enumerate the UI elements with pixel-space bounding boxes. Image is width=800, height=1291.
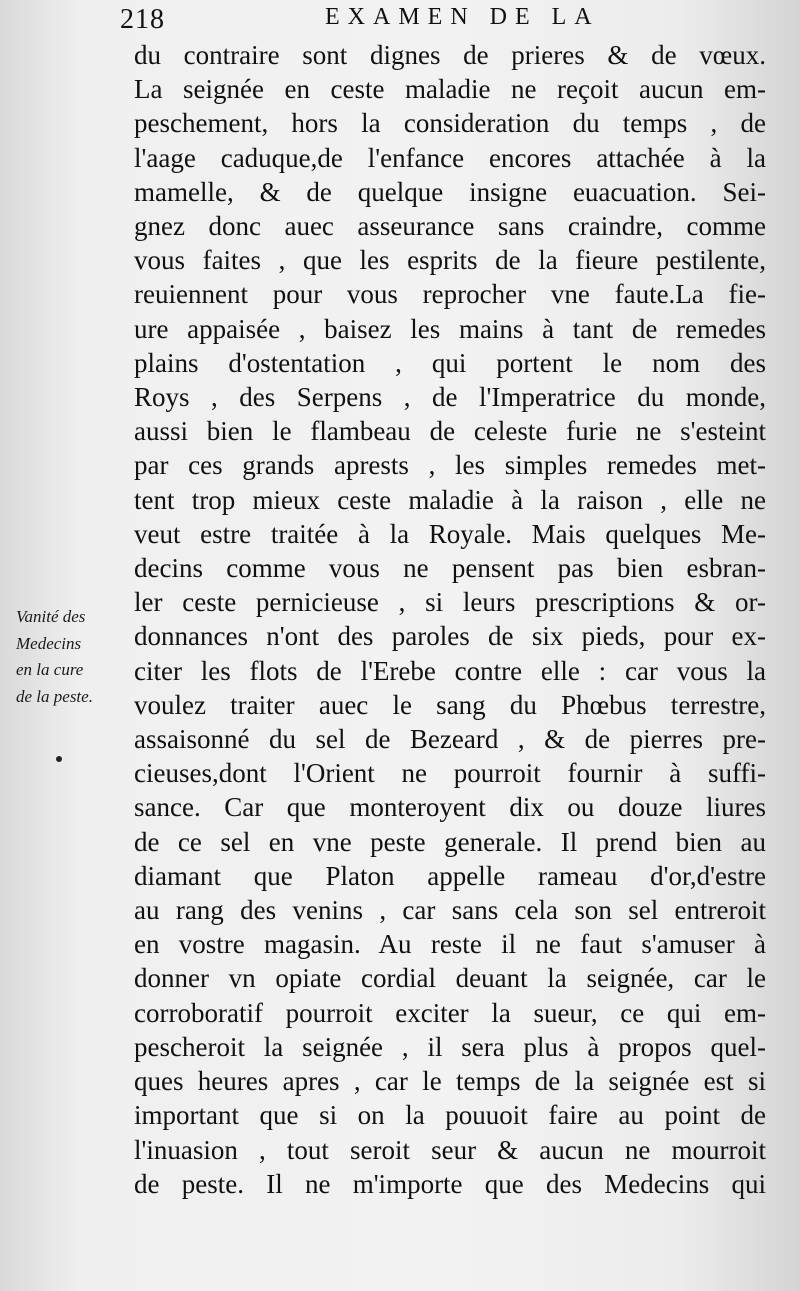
- margin-note-line: de la peste.: [16, 686, 93, 706]
- text-line: du contraire sont dignes de prieres & de vœux.: [134, 40, 766, 70]
- running-title: EXAMEN DE LA: [325, 4, 600, 30]
- text-line: ques heures apres , car le temps de la seignée est si: [134, 1066, 766, 1097]
- margin-note-line: Vanité des: [16, 607, 86, 626]
- text-line: de peste. Il ne m'importe que des Medecins qui: [134, 1168, 766, 1199]
- text-line: citer les flots de l'Erebe contre elle : car vous la: [134, 655, 766, 686]
- margin-note-line: Medecins: [16, 633, 82, 653]
- text-line: par ces grands aprests , les simples remedes met-: [134, 450, 766, 481]
- ink-dot: [56, 756, 62, 762]
- text-line: ure appaisée , baisez les mains à tant de remedes: [134, 313, 766, 344]
- text-line: donnances n'ont des paroles de six pieds, pour ex-: [134, 621, 766, 652]
- text-line: La seignée en ceste maladie ne reçoit aucun em-: [134, 74, 766, 105]
- text-line: sance. Car que monteroyent dix ou douze liures: [134, 792, 766, 823]
- text-line: pescheroit la seignée , il sera plus à propos quel-: [134, 1031, 766, 1062]
- text-line: gnez donc auec asseurance sans craindre, comme: [134, 211, 766, 242]
- text-line: plains d'ostentation , qui portent le nom des: [134, 347, 766, 378]
- text-line: aussi bien le flambeau de celeste furie ne s'esteint: [134, 416, 766, 447]
- text-line: corroboratif pourroit exciter la sueur, ce qui em-: [134, 997, 766, 1028]
- text-line: au rang des venins , car sans cela son sel entreroit: [134, 895, 766, 926]
- text-line: ler ceste pernicieuse , si leurs prescriptions & or-: [134, 587, 766, 618]
- body-text: [134, 38, 766, 1201]
- text-line: de ce sel en vne peste generale. Il prend bien au: [134, 826, 766, 857]
- text-line: voulez traiter auec le sang du Phœbus terrestre,: [134, 689, 766, 720]
- text-line: vous faites , que les esprits de la fieure pestilente,: [134, 245, 766, 276]
- text-line: cieuses,dont l'Orient ne pourroit fournir à suffi-: [134, 758, 766, 789]
- text-line: l'inuasion , tout seroit seur & aucun ne mourroit: [134, 1134, 766, 1165]
- text-line: reuiennent pour vous reprocher vne faute.La fie-: [134, 279, 766, 310]
- text-line: l'aage caduque,de l'enfance encores attachée à la: [134, 142, 766, 173]
- margin-note-line: en la cure: [16, 660, 84, 679]
- text-line: en vostre magasin. Au reste il ne faut s'amuser à: [134, 929, 766, 960]
- text-line: diamant que Platon appelle rameau d'or,d'estre: [134, 860, 766, 891]
- text-line: mamelle, & de quelque insigne euacuation. Sei-: [134, 176, 766, 207]
- text-line: tent trop mieux ceste maladie à la raison , elle ne: [134, 484, 766, 515]
- page-number: 218: [120, 4, 165, 35]
- text-line: assaisonné du sel de Bezeard , & de pierres pre-: [134, 724, 766, 755]
- text-line: Roys , des Serpens , de l'Imperatrice du monde,: [134, 382, 766, 413]
- text-line: important que si on la pouuoit faire au point de: [134, 1100, 766, 1131]
- text-line: decins comme vous ne pensent pas bien esbran-: [134, 553, 766, 584]
- margin-note: [16, 604, 134, 710]
- text-line: donner vn opiate cordial deuant la seignée, car le: [134, 963, 766, 994]
- text-line: peschement, hors la consideration du temps , de: [134, 108, 766, 139]
- text-line: veut estre traitée à la Royale. Mais quelques Me-: [134, 518, 766, 549]
